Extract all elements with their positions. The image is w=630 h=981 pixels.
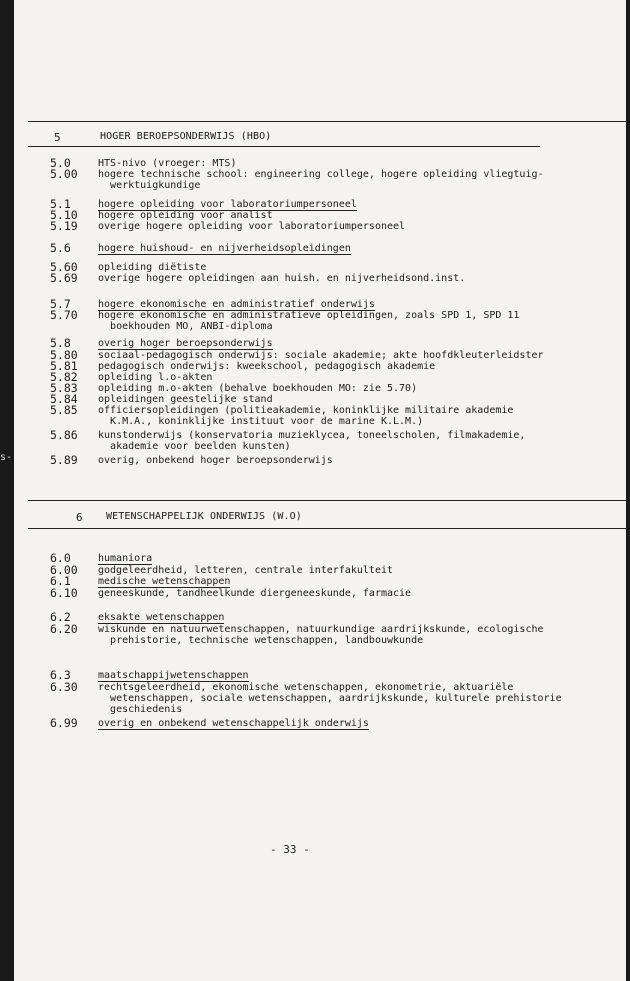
item-code: 5.60 bbox=[50, 260, 78, 274]
item-code: 5.83 bbox=[50, 381, 78, 395]
item-heading: humaniora bbox=[98, 553, 153, 564]
item-heading: hogere ekonomische en administratief onderwijs bbox=[98, 299, 375, 310]
item-code: 6.20 bbox=[50, 622, 78, 636]
item-code: 6.0 bbox=[50, 551, 71, 565]
item-code: 5.0 bbox=[50, 156, 71, 170]
item-text: godgeleerdheid, letteren, centrale interfakulteit bbox=[98, 565, 394, 576]
item-text: sociaal-pedagogisch onderwijs: sociale akademie; akte hoofdkleuterleidster bbox=[98, 350, 544, 361]
item-code: 5.85 bbox=[50, 403, 78, 417]
section-6-top-rule bbox=[28, 500, 626, 501]
section-5-top-rule bbox=[28, 121, 626, 122]
section-5-number: 5 bbox=[54, 131, 61, 144]
item-code: 5.80 bbox=[50, 348, 78, 362]
item-code: 5.00 bbox=[50, 167, 78, 181]
item-heading: eksakte wetenschappen bbox=[98, 612, 225, 623]
item-code: 5.69 bbox=[50, 271, 78, 285]
item-text: opleiding diëtiste bbox=[98, 262, 207, 273]
item-code: 6.1 bbox=[50, 574, 71, 588]
item-code: 5.6 bbox=[50, 241, 71, 255]
item-heading: maatschappijwetenschappen bbox=[98, 670, 249, 681]
item-code: 5.82 bbox=[50, 370, 78, 384]
item-heading: medische wetenschappen bbox=[98, 576, 231, 587]
item-code: 6.10 bbox=[50, 586, 78, 600]
item-heading: hogere huishoud- en nijverheidsopleidingen bbox=[98, 243, 351, 254]
section-5-bottom-rule bbox=[28, 146, 540, 147]
item-code: 5.89 bbox=[50, 453, 78, 467]
item-code: 6.3 bbox=[50, 668, 71, 682]
edge-mark: s- bbox=[0, 452, 13, 463]
item-code: 5.10 bbox=[50, 208, 78, 222]
item-text: wiskunde en natuurwetenschappen, natuurkundige aardrijkskunde, ecologische prehistorie, technische wetenschappen, landbouwkunde bbox=[98, 624, 544, 646]
item-text: hogere technische school: engineering college, hogere opleiding vliegtuig- werktuigkundige bbox=[98, 169, 544, 191]
item-code: 5.1 bbox=[50, 197, 71, 211]
item-text: overige hogere opleiding voor laboratoriumpersoneel bbox=[98, 221, 406, 232]
item-text: kunstonderwijs (konservatoria muzieklycea, toneelscholen, filmakademie, akademie voor beelden kunsten) bbox=[98, 430, 526, 452]
item-text: rechtsgeleerdheid, ekonomische wetenschappen, ekonometrie, aktuariële wetenschappen, sociale wetenschappen, aardrijkskunde, kulturele prehistorie geschiedenis bbox=[98, 682, 562, 715]
item-text: pedagogisch onderwijs: kweekschool, pedagogisch akademie bbox=[98, 361, 436, 372]
item-text: opleiding l.o-akten bbox=[98, 372, 213, 383]
item-code: 6.00 bbox=[50, 563, 78, 577]
item-text: geneeskunde, tandheelkunde diergeneeskunde, farmacie bbox=[98, 588, 412, 599]
item-code: 5.70 bbox=[50, 308, 78, 322]
item-code: 5.8 bbox=[50, 336, 71, 350]
item-text: officiersopleidingen (politieakademie, koninklijke militaire akademie K.M.A., koninklijke instituut voor de marine K.L.M.) bbox=[98, 405, 514, 427]
item-code: 6.2 bbox=[50, 610, 71, 624]
item-heading: overig en onbekend wetenschappelijk onderwijs bbox=[98, 718, 369, 729]
item-code: 5.19 bbox=[50, 219, 78, 233]
item-code: 5.7 bbox=[50, 297, 71, 311]
section-6-number: 6 bbox=[76, 511, 83, 524]
document-page bbox=[14, 0, 626, 981]
item-heading: overig hoger beroepsonderwijs bbox=[98, 338, 273, 349]
item-text: HTS-nivo (vroeger: MTS) bbox=[98, 158, 237, 169]
item-code: 6.30 bbox=[50, 680, 78, 694]
item-text: hogere ekonomische en administratieve opleidingen, zoals SPD 1, SPD 11 boekhouden MO, ANBI-diploma bbox=[98, 310, 520, 332]
section-6-title: WETENSCHAPPELIJK ONDERWIJS (W.O) bbox=[106, 511, 302, 522]
item-heading: hogere opleiding voor laboratoriumpersoneel bbox=[98, 199, 357, 210]
item-code: 5.86 bbox=[50, 428, 78, 442]
item-text: overige hogere opleidingen aan huish. en nijverheidsond.inst. bbox=[98, 273, 466, 284]
item-text: opleidingen geestelijke stand bbox=[98, 394, 273, 405]
section-6-bottom-rule bbox=[28, 528, 626, 529]
item-text: hogere opleiding voor analist bbox=[98, 210, 273, 221]
item-code: 6.99 bbox=[50, 716, 78, 730]
item-code: 5.81 bbox=[50, 359, 78, 373]
item-text: overig, onbekend hoger beroepsonderwijs bbox=[98, 455, 333, 466]
item-text: opleiding m.o-akten (behalve boekhouden MO: zie 5.70) bbox=[98, 383, 418, 394]
item-code: 5.84 bbox=[50, 392, 78, 406]
section-5-title: HOGER BEROEPSONDERWIJS (HBO) bbox=[100, 131, 272, 142]
page-number: - 33 - bbox=[270, 843, 310, 856]
